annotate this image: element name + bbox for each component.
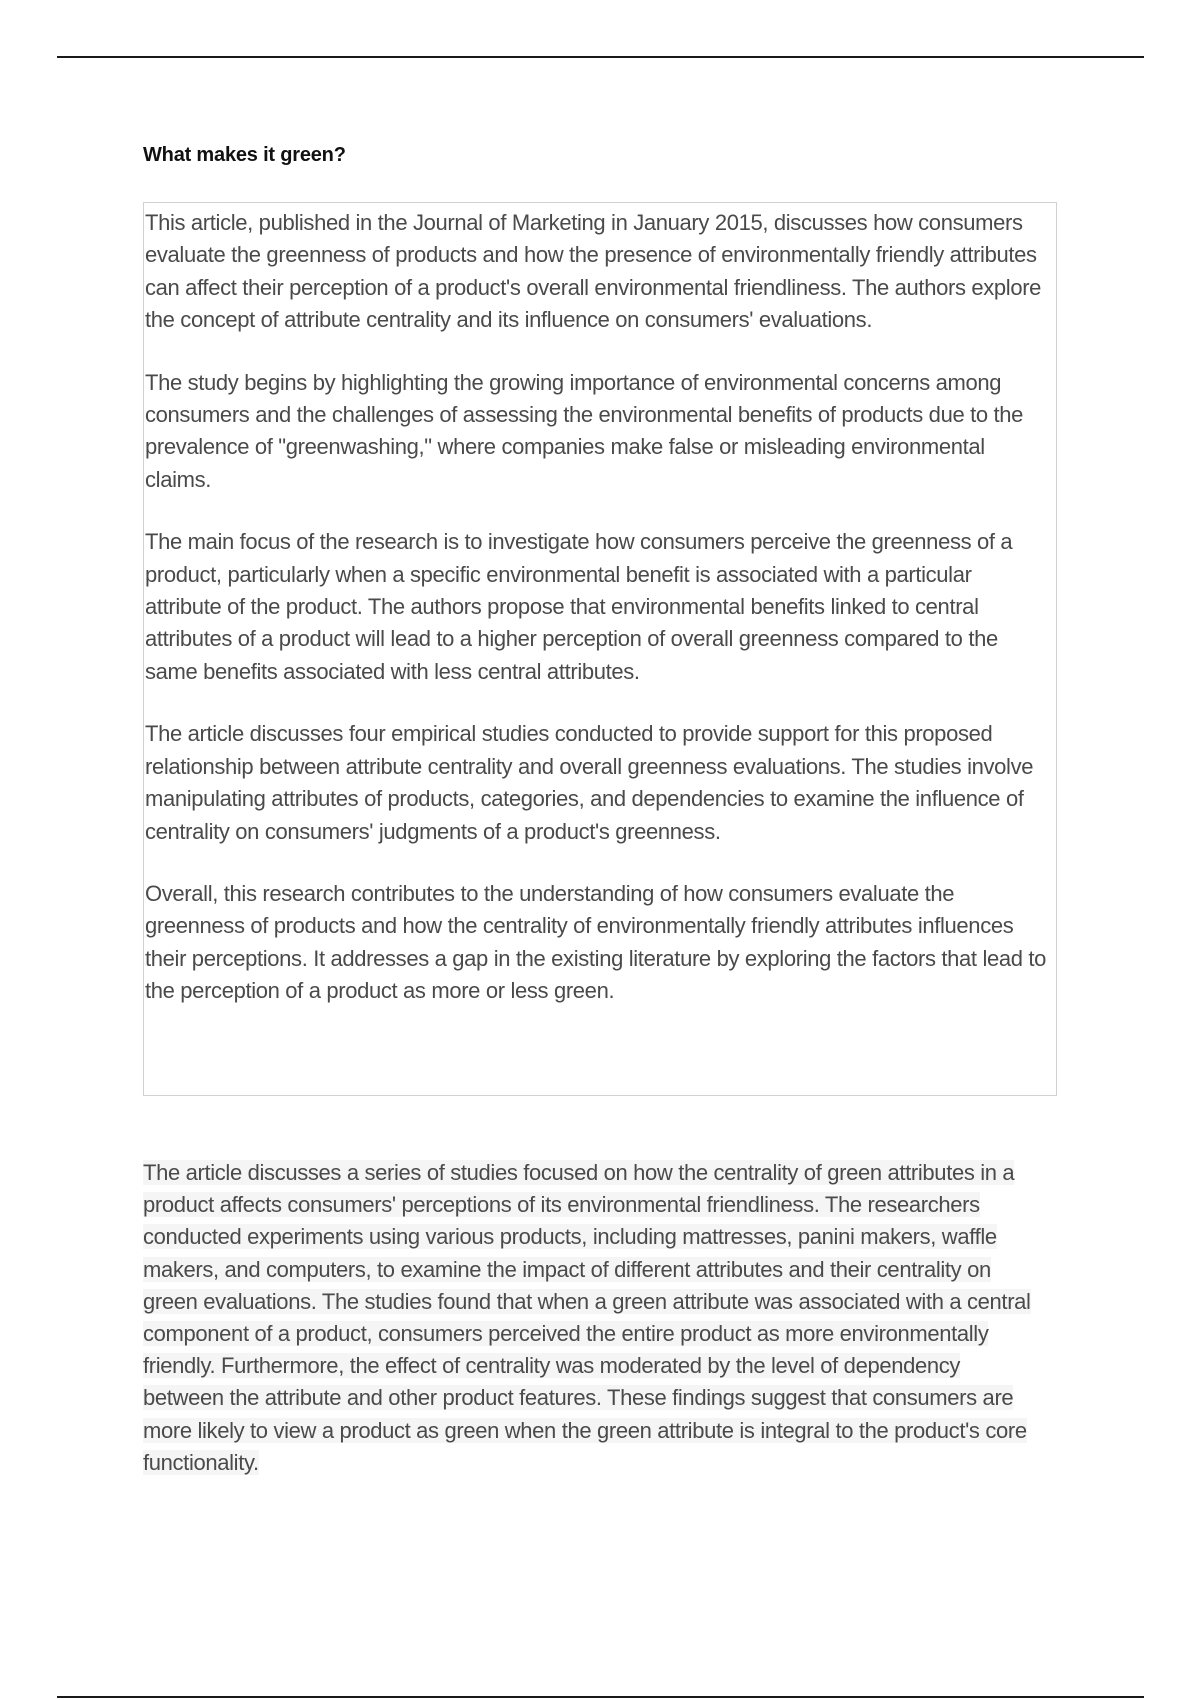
response-paragraph (143, 1157, 1043, 1479)
summary-box (143, 202, 1057, 1096)
summary-paragraph-2: The study begins by highlighting the growing importance of environmental concerns among consumers and the challenges of assessing the environmental benefits of products due to the prevalence of "greenwashing," where companies make false or misleading environmental claims. (145, 369, 1024, 492)
bottom-rule (57, 1696, 1144, 1698)
summary-paragraph-4: The article discusses four empirical studies conducted to provide support for this proposed relationship between attribute centrality and overall greenness evaluations. The studies involve manipulating attributes of products, categories, and dependencies to examine the influence of centrality on consumers' judgments of a product's greenness. (145, 721, 1034, 844)
response-text: The article discusses a series of studies focused on how the centrality of green attributes in a product affects consumers' perceptions of its environmental friendliness. The researchers conducted experiments using various products, including mattresses, panini makers, waffle makers, and computers, to examine the impact of different attributes and their centrality on green evaluations. The studies found that when a green attribute was associated with a central component of a product, consumers perceived the entire product as more environmentally friendly. Furthermore, the effect of centrality was moderated by the level of dependency between the attribute and other product features. These findings suggest that consumers are more likely to view a product as green when the green attribute is integral to the product's core functionality. (143, 1160, 1031, 1475)
summary-paragraph-5: Overall, this research contributes to the understanding of how consumers evaluate the greenness of products and how the centrality of environmentally friendly attributes influences their perceptions. It addresses a gap in the existing literature by exploring the factors that lead to the perception of a product as more or less green. (145, 880, 1047, 1004)
top-rule (57, 56, 1144, 58)
summary-paragraph-1: This article, published in the Journal of Marketing in January 2015, discusses how consumers evaluate the greenness of products and how the presence of environmentally friendly attributes can affect their perception of a product's overall environmental friendliness. The authors explore the concept of attribute centrality and its influence on consumers' evaluations. (145, 210, 1042, 333)
page-heading: What makes it green? (143, 144, 346, 166)
summary-paragraph-3: The main focus of the research is to investigate how consumers perceive the greenness of a product, particularly when a specific environmental benefit is associated with a particular attribute of the product. The authors propose that environmental benefits linked to central attributes of a product will lead to a higher perception of overall greenness compared to the same benefits associated with less central attributes. (145, 529, 1013, 684)
